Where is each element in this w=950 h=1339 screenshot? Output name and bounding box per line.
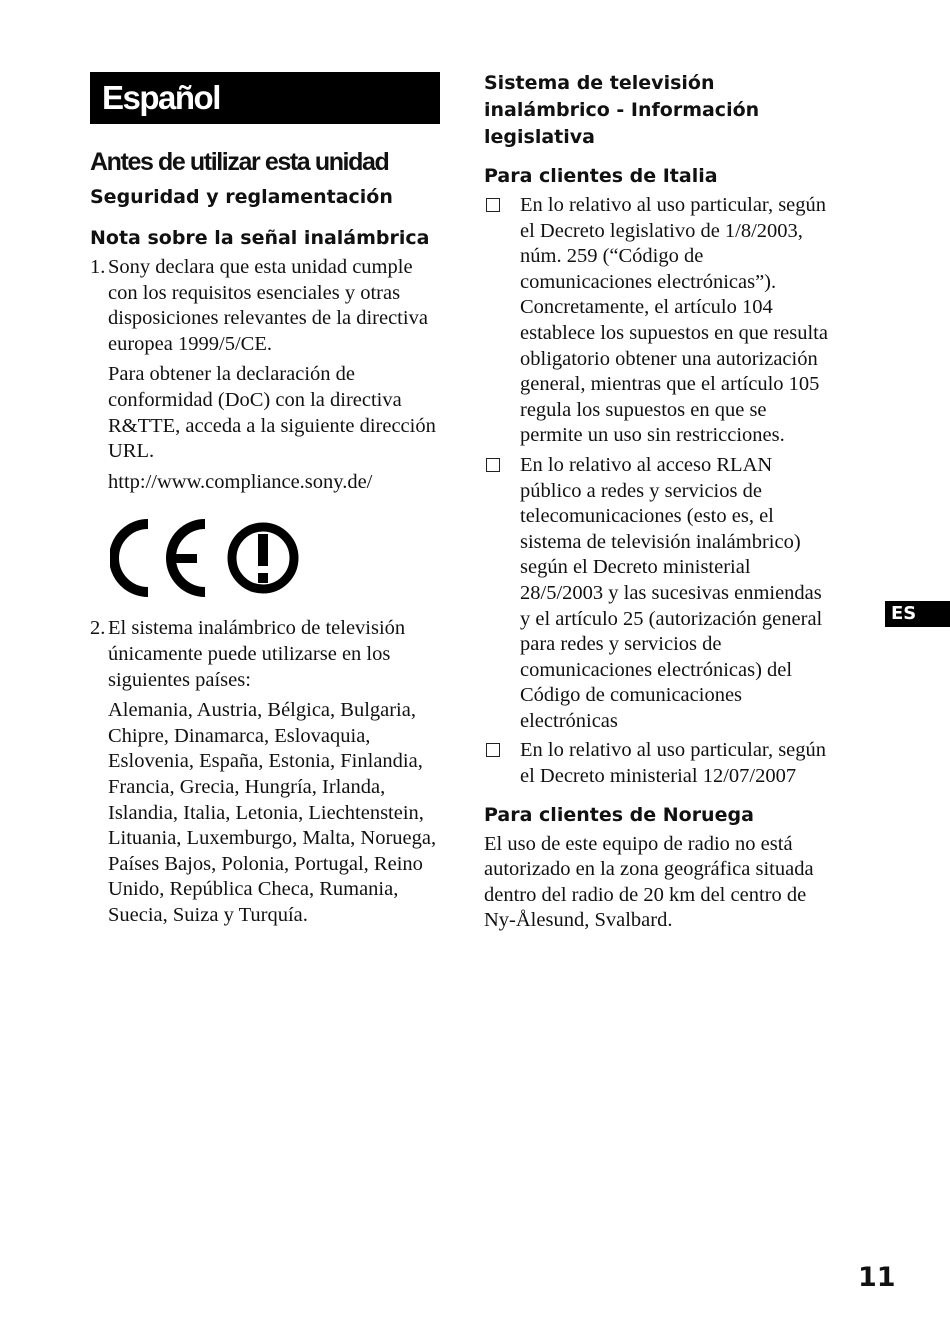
right-column bbox=[484, 70, 834, 934]
ce-alert-mark-logo bbox=[110, 517, 310, 599]
italy-list-item bbox=[484, 738, 834, 789]
checkbox-square-icon bbox=[486, 743, 500, 757]
item-number: 2. bbox=[90, 617, 106, 640]
italy-list bbox=[484, 193, 834, 790]
norway-text: El uso de este equipo de radio no está autorizado en la zona geográfica situada dentro del radio de 20 km del centro de Ny-Ålesund, Svalbard. bbox=[484, 832, 814, 932]
italy-item-text: En lo relativo al uso particular, según el Decreto ministerial 12/07/2007 bbox=[520, 739, 827, 788]
italy-list-item bbox=[484, 193, 834, 449]
language-side-tab: ES bbox=[885, 601, 950, 627]
heading-safety: Seguridad y reglamentación bbox=[90, 186, 393, 208]
item1-paragraph-2: Para obtener la declaración de conformidad (DoC) con la directiva R&TTE, acceda a la siguiente dirección URL. bbox=[108, 363, 436, 463]
heading-wireless-tv-legislative: Sistema de televisión inalámbrico - Información legislativa bbox=[484, 72, 760, 148]
checkbox-square-icon bbox=[486, 458, 500, 472]
section-title: Antes de utilizar esta unidad bbox=[90, 148, 389, 176]
list-item-1 bbox=[90, 255, 440, 495]
heading-wireless-note: Nota sobre la señal inalámbrica bbox=[90, 227, 430, 249]
left-column bbox=[90, 72, 440, 933]
heading-italy: Para clientes de Italia bbox=[484, 165, 718, 187]
countries-list: Alemania, Austria, Bélgica, Bulgaria, Chipre, Dinamarca, Eslovaquia, Eslovenia, España, Estonia, Finlandia, Francia, Grecia, Hungría, Irlanda, Islandia, Italia, Letonia, Liechtenstein, Lituania, Luxemburgo, Malta, Noruega, Países Bajos, Polonia, Portugal, Reino Unido, República Checa, Rumania, Suecia, Suiza y Turquía. bbox=[108, 699, 437, 926]
italy-list-item bbox=[484, 453, 834, 735]
heading-norway: Para clientes de Noruega bbox=[484, 803, 754, 826]
compliance-url: http://www.compliance.sony.de/ bbox=[108, 470, 373, 493]
italy-item-text: En lo relativo al uso particular, según el Decreto legislativo de 1/8/2003, núm. 259 (“Código de comunicaciones electrónicas”). Concretamente, el artículo 104 establece los supuestos en que resulta obligatorio obtener una autorización general, mientras que el artículo 105 regula los supuestos en que se permite un uso sin restricciones. bbox=[520, 194, 828, 447]
page-number: 11 bbox=[858, 1262, 896, 1293]
italy-item-text: En lo relativo al acceso RLAN público a redes y servicios de telecomunicaciones (esto es, el sistema de televisión inalámbrico) según el Decreto ministerial 28/5/2003 y las sucesivas enmiendas y el artículo 25 (autorización general para redes y servicios de comunicaciones electrónicas) del Código de comunicaciones electrónicas bbox=[520, 453, 823, 732]
item-number: 1. bbox=[90, 256, 106, 278]
language-banner: Español bbox=[90, 72, 440, 124]
checkbox-square-icon bbox=[486, 198, 500, 212]
list-item-2 bbox=[90, 616, 440, 928]
item2-paragraph-1: El sistema inalámbrico de televisión únicamente puede utilizarse en los siguientes países: bbox=[108, 617, 406, 691]
item1-paragraph-1: Sony declara que esta unidad cumple con los requisitos esenciales y otras disposiciones relevantes de la directiva europea 1999/5/CE. bbox=[108, 256, 428, 355]
